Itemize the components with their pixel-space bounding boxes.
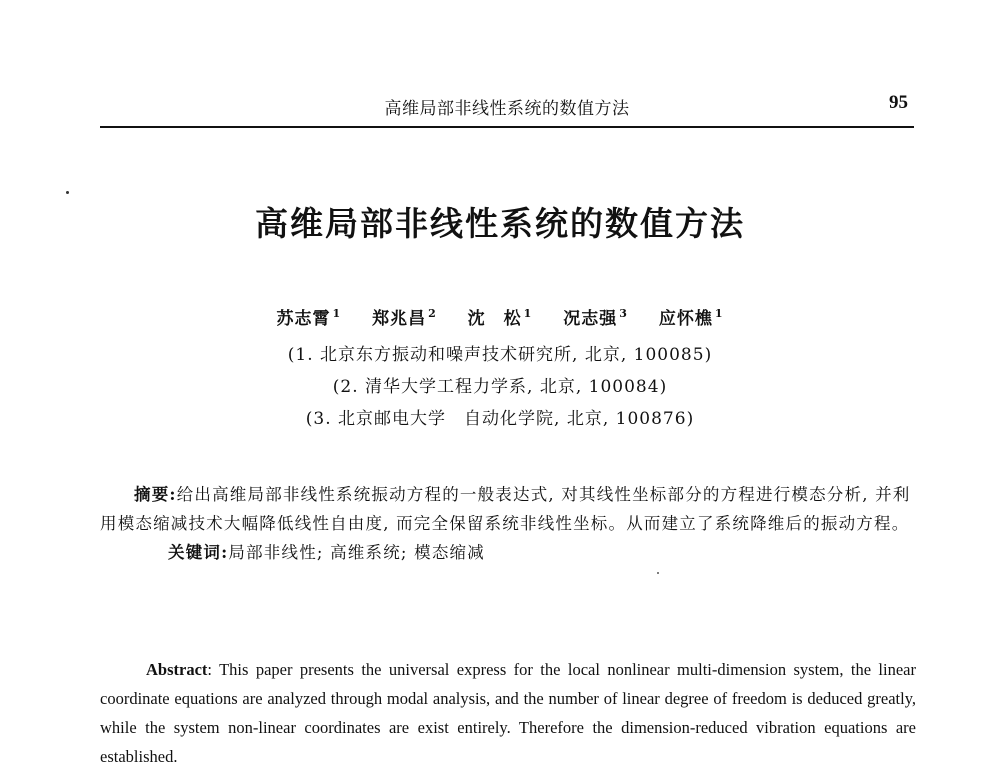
author-3 xyxy=(468,309,533,329)
affiliation-1: (1. 北京东方振动和噪声技术研究所, 北京, 100085) xyxy=(287,345,713,365)
author-affil-mark: 2 xyxy=(428,307,437,321)
running-header xyxy=(100,92,914,128)
author-affil-mark: 3 xyxy=(619,307,628,321)
author-name: 况志强 xyxy=(563,309,618,329)
author-2 xyxy=(372,309,437,329)
author-name: 苏志霄 xyxy=(276,309,331,329)
scan-speck xyxy=(66,191,69,194)
paper-title: 高维局部非线性系统的数值方法 xyxy=(255,204,745,243)
abstract-cn-label: 摘要: xyxy=(134,485,177,504)
keywords-cn-paragraph xyxy=(100,538,916,567)
abstract-en-text: This paper presents the universal express for the local nonlinear multi-dimension system, the linear coordinate equations are analyzed through modal analysis, and the number of linear degree of freedom is deduced greatly, while the system non-linear coordinates are exist entirely. Therefore the dimension-reduced vibration equations are established. xyxy=(100,660,916,766)
author-affil-mark: 1 xyxy=(523,307,533,321)
author-4 xyxy=(563,309,628,329)
abstract-english xyxy=(100,655,916,771)
abstract-en-separator: : xyxy=(207,660,220,679)
running-title: 高维局部非线性系统的数值方法 xyxy=(384,99,630,119)
affiliation-2: (2. 清华大学工程力学系, 北京, 100084) xyxy=(332,377,668,397)
abstract-en-label: Abstract xyxy=(146,660,208,679)
affiliation-3: (3. 北京邮电大学 自动化学院, 北京, 100876) xyxy=(305,409,695,429)
author-1 xyxy=(277,309,342,329)
author-affil-mark: 1 xyxy=(714,307,724,321)
author-affil-mark: 1 xyxy=(332,307,342,321)
keywords-cn-text: 局部非线性; 高维系统; 模态缩减 xyxy=(228,543,485,562)
page-number: 95 xyxy=(889,92,908,113)
author-5 xyxy=(659,309,724,329)
scan-speck xyxy=(657,572,659,574)
abstract-en-paragraph xyxy=(100,655,916,771)
author-list xyxy=(0,304,1000,329)
abstract-cn-text: 给出高维局部非线性系统振动方程的一般表达式, 对其线性坐标部分的方程进行模态分析, 并利用模态缩减技术大幅降低线性自由度, 而完全保留系统非线性坐标。从而建立了系统降维后的振动方程。 xyxy=(100,485,911,533)
abstract-chinese xyxy=(100,480,916,567)
keywords-cn-label: 关键词: xyxy=(168,543,229,562)
author-name: 郑兆昌 xyxy=(372,309,427,329)
author-name: 应怀樵 xyxy=(658,309,713,329)
abstract-cn-paragraph xyxy=(100,480,916,538)
author-name: 沈 松 xyxy=(467,309,522,329)
